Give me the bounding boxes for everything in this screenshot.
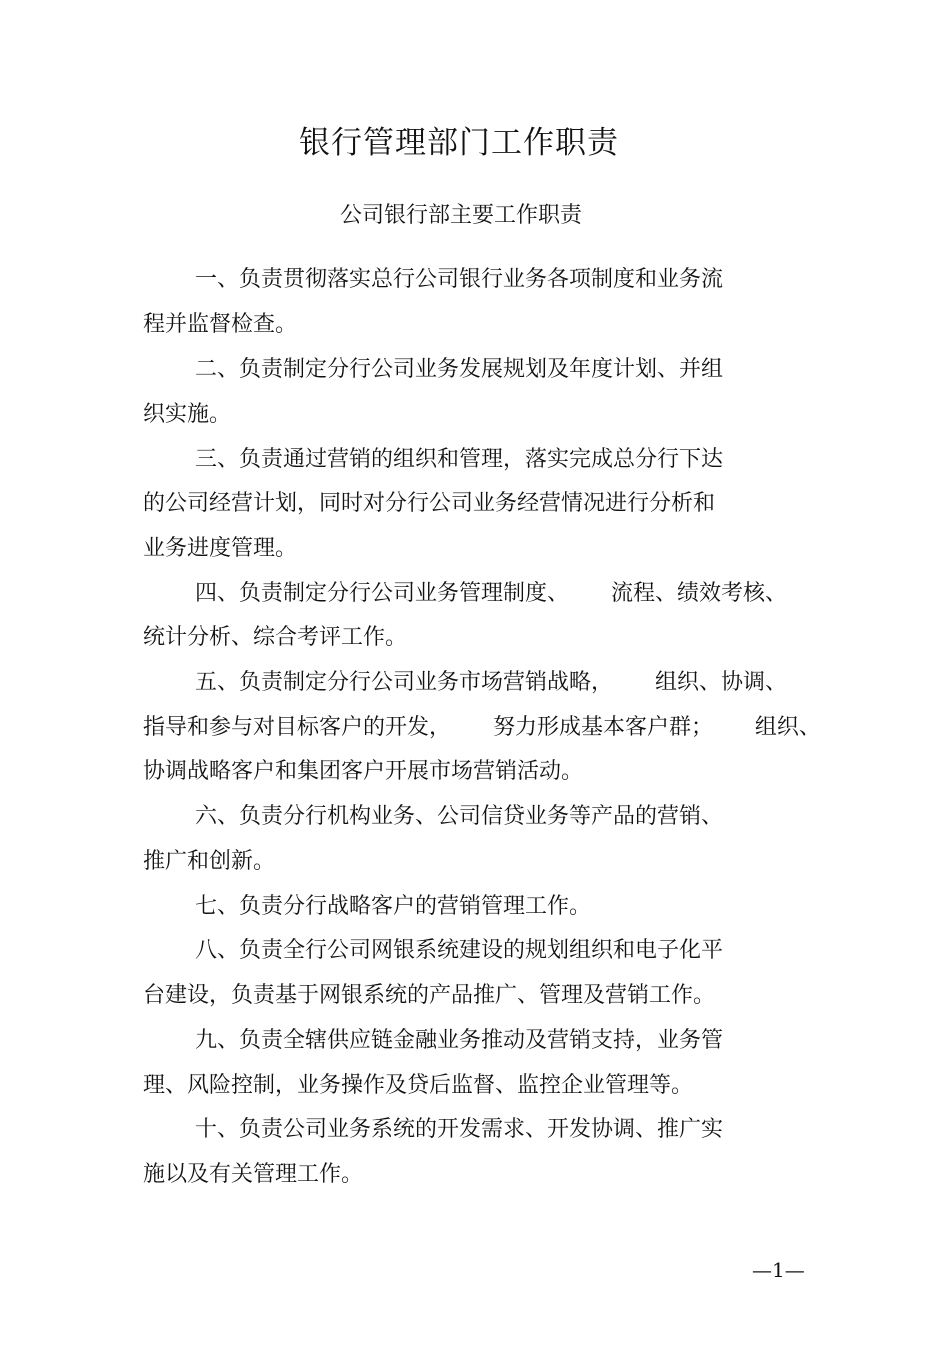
- duty-3-line-1: 三、负责通过营销的组织和管理，落实完成总分行下达: [195, 447, 724, 472]
- duty-10-line-2: 施以及有关管理工作。: [143, 1162, 364, 1187]
- duty-5-line-1: 五、负责制定分行公司业务市场营销战略， 组织、协调、: [195, 670, 787, 695]
- document-title: 银行管理部门工作职责: [299, 125, 619, 161]
- duty-3-line-2: 的公司经营计划，同时对分行公司业务经营情况进行分析和: [143, 491, 716, 516]
- duty-7-line-1: 七、负责分行战略客户的营销管理工作。: [195, 894, 592, 919]
- document-subtitle: 公司银行部主要工作职责: [339, 203, 582, 228]
- duty-6-line-2: 推广和创新。: [143, 849, 276, 874]
- duty-4-line-2: 统计分析、综合考评工作。: [143, 625, 408, 650]
- duty-10-line-1: 十、负责公司业务系统的开发需求、开发协调、推广实: [195, 1117, 724, 1142]
- duty-6-line-1: 六、负责分行机构业务、公司信贷业务等产品的营销、: [195, 804, 724, 829]
- duty-2-line-2: 织实施。: [143, 402, 232, 427]
- page-number: —1—: [752, 1258, 805, 1282]
- duty-5-line-2: 指导和参与对目标客户的开发， 努力形成基本客户群； 组织、: [143, 715, 821, 740]
- duty-3-line-3: 业务进度管理。: [143, 536, 298, 561]
- duty-8-line-1: 八、负责全行公司网银系统建设的规划组织和电子化平: [195, 938, 724, 963]
- duty-1-line-1: 一、负责贯彻落实总行公司银行业务各项制度和业务流: [195, 267, 724, 292]
- duty-2-line-1: 二、负责制定分行公司业务发展规划及年度计划、并组: [195, 357, 724, 382]
- duty-1-line-2: 程并监督检查。: [143, 312, 298, 337]
- duty-9-line-2: 理、风险控制，业务操作及贷后监督、监控企业管理等。: [143, 1073, 694, 1098]
- duty-5-line-3: 协调战略客户和集团客户开展市场营销活动。: [143, 759, 584, 784]
- duty-9-line-1: 九、负责全辖供应链金融业务推动及营销支持，业务管: [195, 1028, 724, 1053]
- duty-4-line-1: 四、负责制定分行公司业务管理制度、 流程、绩效考核、: [195, 581, 787, 606]
- duty-8-line-2: 台建设，负责基于网银系统的产品推广、管理及营销工作。: [143, 983, 716, 1008]
